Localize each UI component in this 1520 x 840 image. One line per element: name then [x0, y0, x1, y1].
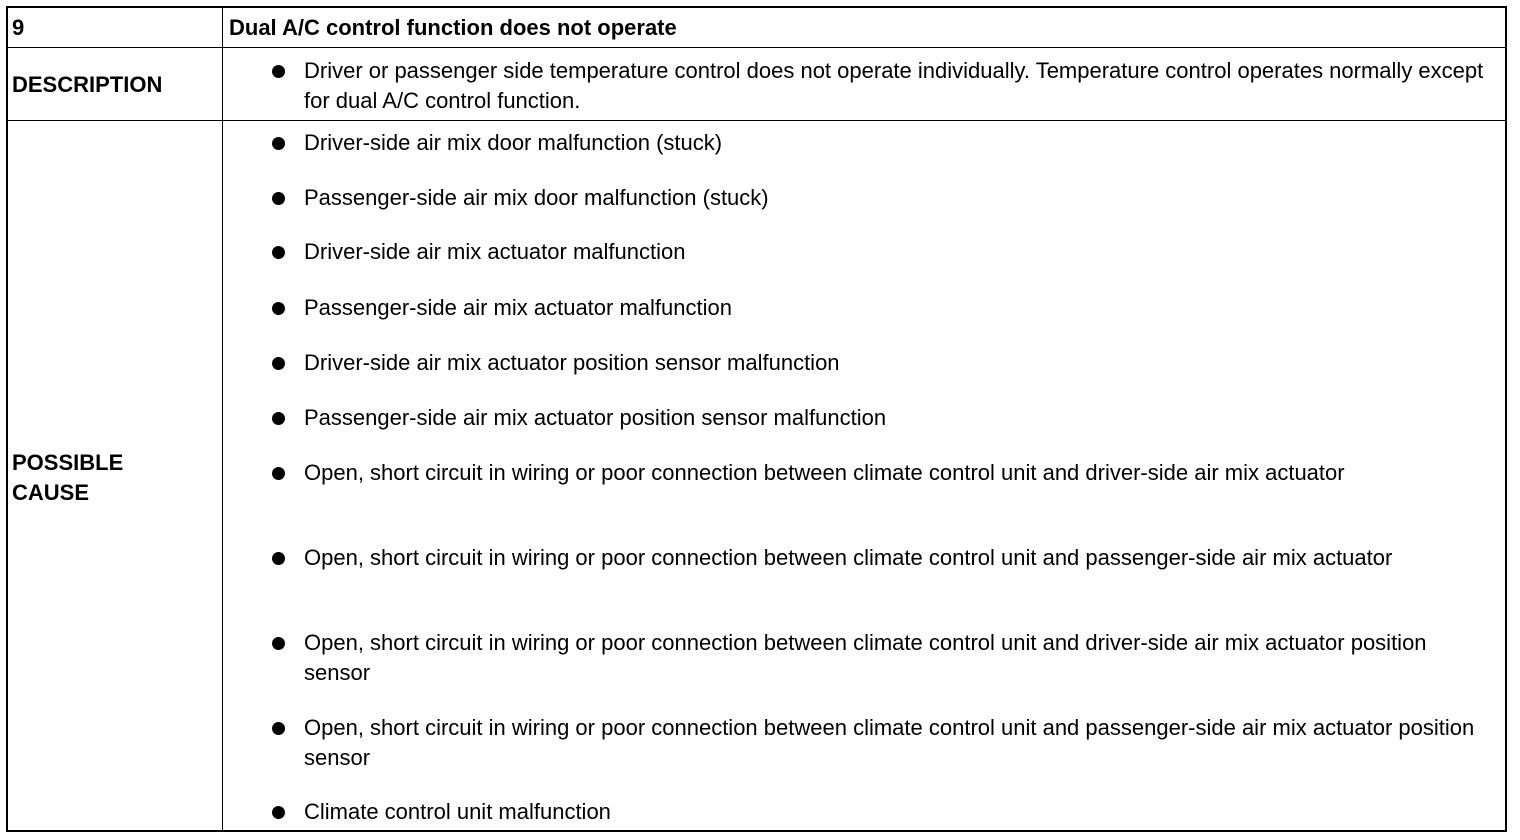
bullet-icon [272, 357, 285, 370]
cause-text: Open, short circuit in wiring or poor connection between climate control unit and driver-side air mix actuator position sensor [304, 630, 1427, 685]
bullet-icon [272, 302, 285, 315]
row-divider-header [6, 47, 1507, 48]
row-divider-description [6, 120, 1507, 121]
cause-text: Driver-side air mix door malfunction (stuck) [304, 130, 723, 155]
bullet-icon [272, 246, 285, 259]
bullet-icon [272, 412, 285, 425]
bullet-icon [272, 65, 285, 78]
cause-text: Open, short circuit in wiring or poor connection between climate control unit and driver-side air mix actuator [304, 460, 1345, 485]
bullet-icon [272, 137, 285, 150]
cause-text: Passenger-side air mix door malfunction (stuck) [304, 185, 769, 210]
cause-text: Passenger-side air mix actuator malfunction [304, 295, 732, 320]
possible-cause-label-line2: CAUSE [12, 480, 90, 505]
description-item [270, 56, 1490, 116]
bullet-icon [272, 552, 285, 565]
cause-text: Driver-side air mix actuator position sensor malfunction [304, 350, 840, 375]
cause-text: Passenger-side air mix actuator position sensor malfunction [304, 405, 887, 430]
bullet-icon [272, 722, 285, 735]
possible-cause-label-line1: POSSIBLE [12, 450, 124, 475]
step-number: 9 [12, 15, 25, 40]
bullet-icon [272, 806, 285, 819]
step-title: Dual A/C control function does not operate [229, 15, 677, 40]
bullet-icon [272, 637, 285, 650]
cause-text: Open, short circuit in wiring or poor connection between climate control unit and passenger-side air mix actuator [304, 545, 1393, 570]
cause-text: Open, short circuit in wiring or poor connection between climate control unit and passenger-side air mix actuator position sensor [304, 715, 1475, 770]
bullet-icon [272, 192, 285, 205]
column-divider [222, 6, 223, 832]
description-label: DESCRIPTION [12, 72, 163, 97]
cause-text: Climate control unit malfunction [304, 799, 611, 824]
bullet-icon [272, 467, 285, 480]
cause-text: Driver-side air mix actuator malfunction [304, 239, 686, 264]
description-text: Driver or passenger side temperature control does not operate individually. Temperature control operates normally except for dual A/C control function. [304, 58, 1484, 113]
